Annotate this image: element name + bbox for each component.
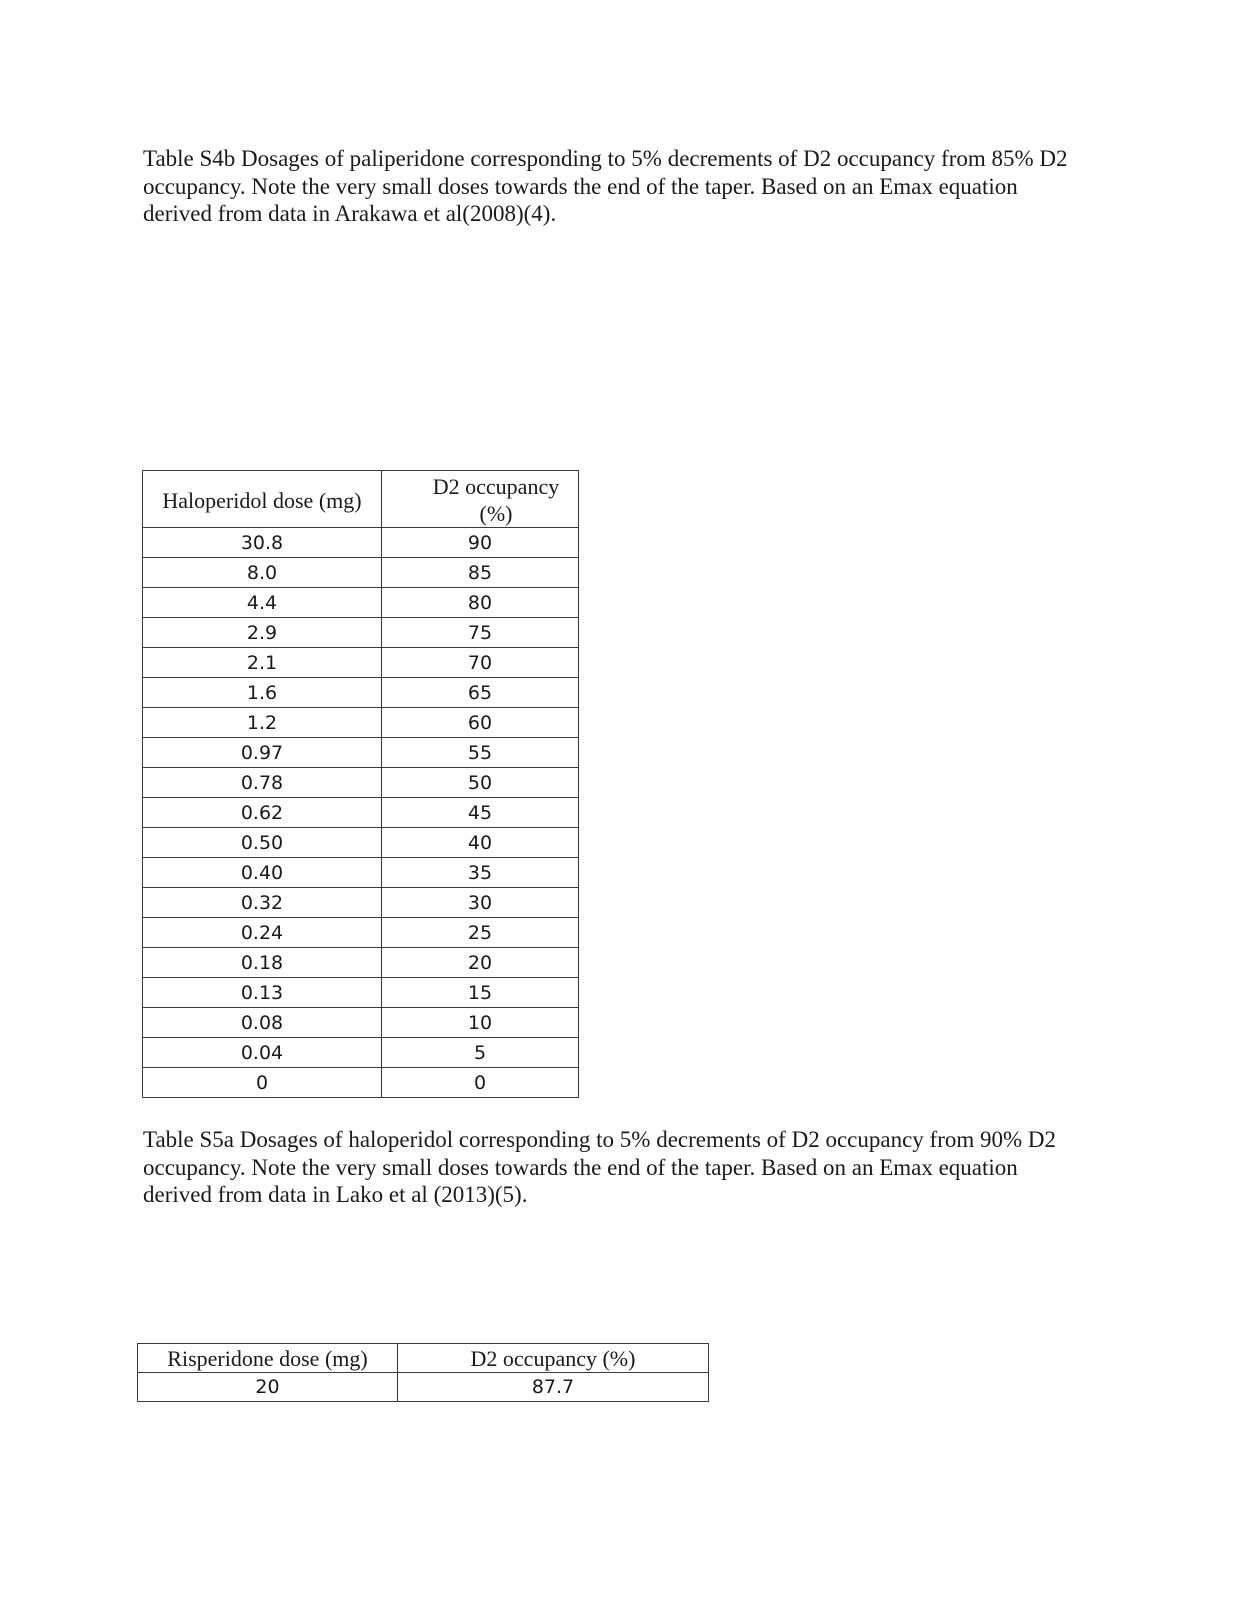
occupancy-cell: 90 <box>382 528 579 558</box>
table-row <box>143 888 579 918</box>
dose-cell: 0 <box>143 1068 382 1098</box>
haloperidol-dose-table <box>142 470 579 1098</box>
dose-cell: 0.08 <box>143 1008 382 1038</box>
occupancy-cell: 50 <box>382 768 579 798</box>
haloperidol-table-body <box>143 528 579 1098</box>
column-header-dose: Risperidone dose (mg) <box>138 1344 398 1373</box>
occupancy-cell: 0 <box>382 1068 579 1098</box>
table-row <box>143 858 579 888</box>
dose-cell: 0.32 <box>143 888 382 918</box>
table-row <box>143 1038 579 1068</box>
table-row <box>143 588 579 618</box>
dose-cell: 0.62 <box>143 798 382 828</box>
table-row <box>143 678 579 708</box>
table-row <box>143 618 579 648</box>
table-row <box>143 1068 579 1098</box>
risperidone-dose-table <box>137 1343 709 1402</box>
table-row <box>143 528 579 558</box>
dose-cell: 0.13 <box>143 978 382 1008</box>
risperidone-table-body <box>138 1373 709 1402</box>
column-header-occupancy: D2 occupancy (%) <box>398 1344 709 1373</box>
table-header-row <box>138 1344 709 1373</box>
dose-cell: 4.4 <box>143 588 382 618</box>
occupancy-cell: 60 <box>382 708 579 738</box>
occupancy-cell: 35 <box>382 858 579 888</box>
occupancy-cell: 40 <box>382 828 579 858</box>
occupancy-cell: 10 <box>382 1008 579 1038</box>
occupancy-cell: 45 <box>382 798 579 828</box>
occupancy-cell: 20 <box>382 948 579 978</box>
occupancy-cell: 55 <box>382 738 579 768</box>
table-row <box>143 1008 579 1038</box>
column-header-dose: Haloperidol dose (mg) <box>143 471 382 528</box>
dose-cell: 1.2 <box>143 708 382 738</box>
dose-cell: 2.9 <box>143 618 382 648</box>
table-row <box>143 558 579 588</box>
occupancy-cell: 25 <box>382 918 579 948</box>
occupancy-cell: 5 <box>382 1038 579 1068</box>
dose-cell: 0.40 <box>143 858 382 888</box>
table-row <box>143 648 579 678</box>
dose-cell: 0.97 <box>143 738 382 768</box>
dose-cell: 0.04 <box>143 1038 382 1068</box>
table-row <box>138 1373 709 1402</box>
table-row <box>143 768 579 798</box>
occupancy-cell: 65 <box>382 678 579 708</box>
occupancy-cell: 75 <box>382 618 579 648</box>
occupancy-cell: 30 <box>382 888 579 918</box>
table-row <box>143 828 579 858</box>
dose-cell: 30.8 <box>143 528 382 558</box>
table-header-row <box>143 471 579 528</box>
occupancy-cell: 80 <box>382 588 579 618</box>
table-row <box>143 978 579 1008</box>
table-row <box>143 738 579 768</box>
occupancy-cell: 85 <box>382 558 579 588</box>
dose-cell: 1.6 <box>143 678 382 708</box>
occupancy-cell: 87.7 <box>398 1373 709 1402</box>
table-row <box>143 798 579 828</box>
dose-cell: 0.24 <box>143 918 382 948</box>
occupancy-cell: 70 <box>382 648 579 678</box>
dose-cell: 2.1 <box>143 648 382 678</box>
dose-cell: 0.18 <box>143 948 382 978</box>
dose-cell: 0.78 <box>143 768 382 798</box>
table-row <box>143 708 579 738</box>
caption-table-s5a: Table S5a Dosages of haloperidol corresponding to 5% decrements of D2 occupancy from 90% D2 occupancy. Note the very small doses towards the end of the taper. Based on an Emax equation derived from data in Lako et al (2013)(5). <box>143 1127 1057 1207</box>
column-header-occupancy: D2 occupancy (%) <box>382 471 579 528</box>
caption-table-s4b: Table S4b Dosages of paliperidone corresponding to 5% decrements of D2 occupancy from 85% D2 occupancy. Note the very small doses towards the end of the taper. Based on an Emax equation derived from data in Arakawa et al(2008)(4). <box>143 146 1068 226</box>
dose-cell: 8.0 <box>143 558 382 588</box>
table-row <box>143 948 579 978</box>
dose-cell: 20 <box>138 1373 398 1402</box>
dose-cell: 0.50 <box>143 828 382 858</box>
occupancy-cell: 15 <box>382 978 579 1008</box>
table-row <box>143 918 579 948</box>
